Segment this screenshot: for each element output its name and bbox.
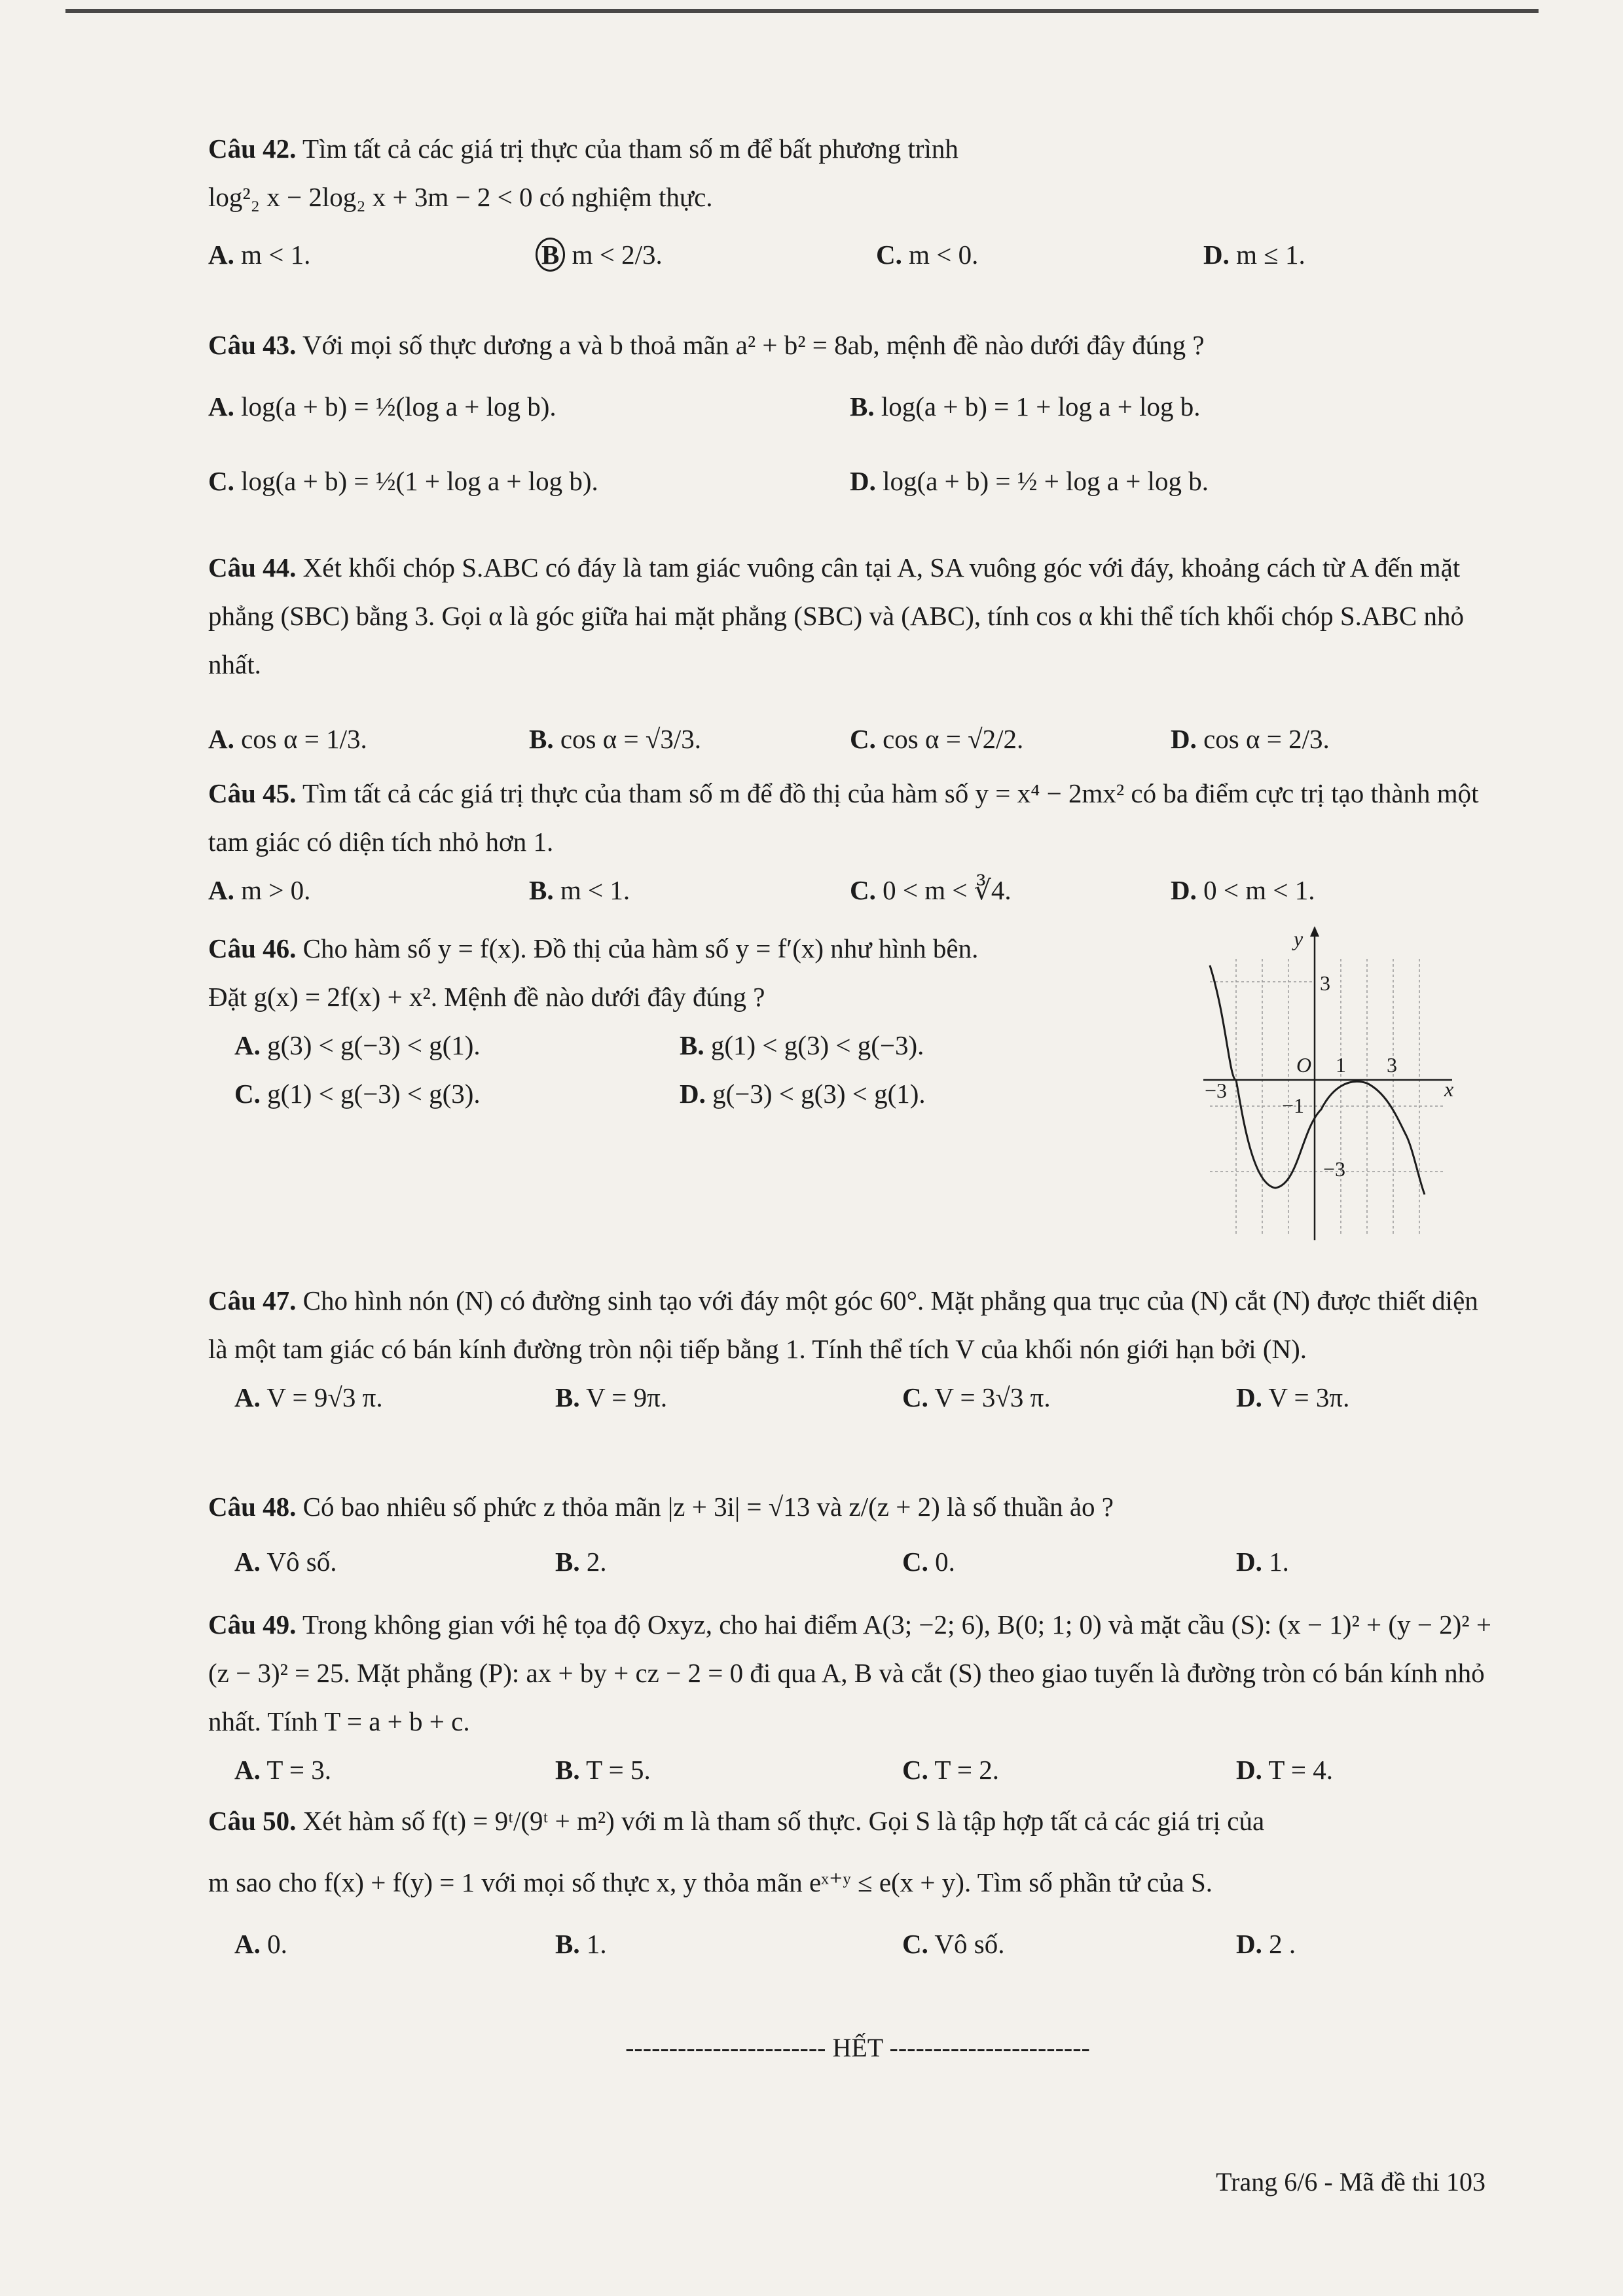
- option-a: A. log(a + b) = ½(log a + log b).: [208, 391, 556, 422]
- option-b: B. g(1) < g(3) < g(−3).: [680, 1030, 924, 1060]
- option-a: A. 0.: [234, 1929, 287, 1959]
- question-42: Câu 42. Tìm tất cả các giá trị thực của tham số m để bất phương trình log²₂ x − 2log₂ x + 3m − 2 < 0 có nghiệm thực. A. m < 1. B m < 2/3. C. m < 0. D. m ≤ 1.: [208, 124, 1491, 279]
- origin-label: O: [1296, 1053, 1312, 1077]
- tick-y-neg1: −1: [1282, 1094, 1305, 1117]
- tick-y-3: 3: [1320, 971, 1330, 995]
- option-a: A. m > 0.: [208, 875, 311, 905]
- option-d: D. 2 .: [1236, 1929, 1296, 1959]
- question-48: Câu 48. Có bao nhiêu số phức z thỏa mãn |z + 3i| = √13 và z/(z + 2) là số thuần ảo ? A. Vô số. B. 2. C. 0. D. 1.: [208, 1482, 1491, 1586]
- option-b: B. T = 5.: [555, 1755, 651, 1785]
- question-label: Câu 42.: [208, 134, 297, 164]
- option-b: B. m < 1.: [529, 875, 630, 905]
- option-a: A. cos α = 1/3.: [208, 724, 367, 754]
- question-44: Câu 44. Xét khối chóp S.ABC có đáy là tam giác vuông cân tại A, SA vuông góc với đáy, khoảng cách từ A đến mặt phẳng (SBC) bằng 3. Gọi α là góc giữa hai mặt phẳng (SBC) và (ABC), tính cos α khi thể tích khối chóp S.ABC nhỏ nhất. A. cos α = 1/3. B. cos α = √3/3. C. cos α = √2/2. D. cos α = 2/3.: [208, 543, 1491, 763]
- tick-y-neg3: −3: [1323, 1157, 1346, 1181]
- option-b: B. V = 9π.: [555, 1382, 668, 1412]
- option-c: C. T = 2.: [902, 1755, 1000, 1785]
- question-47: Câu 47. Cho hình nón (N) có đường sinh tạo với đáy một góc 60°. Mặt phẳng qua trục của (N) cắt (N) được thiết diện là một tam giác có bán kính đường tròn nội tiếp bằng 1. Tính thể tích V của khối nón giới hạn bởi (N). A. V = 9√3 π. B. V = 9π. C. V = 3√3 π. D. V = 3π.: [208, 1276, 1491, 1422]
- option-a: A. Vô số.: [234, 1547, 337, 1577]
- option-c: C. 0 < m < ∛4.: [850, 875, 1012, 905]
- option-a: A. g(3) < g(−3) < g(1).: [234, 1030, 481, 1060]
- option-a: A. m < 1.: [208, 240, 311, 270]
- y-label: y: [1294, 927, 1304, 950]
- option-c: C. g(1) < g(−3) < g(3).: [234, 1079, 481, 1109]
- option-b: B. 1.: [555, 1929, 607, 1959]
- option-d: D. g(−3) < g(3) < g(1).: [680, 1079, 926, 1109]
- end-marker: ----------------------- HẾT -----------------------: [625, 2033, 1090, 2062]
- option-b: B. log(a + b) = 1 + log a + log b.: [850, 391, 1201, 422]
- option-b: B m < 2/3.: [536, 230, 876, 279]
- option-c: C. cos α = √2/2.: [850, 724, 1024, 754]
- option-d: D. cos α = 2/3.: [1171, 724, 1330, 754]
- option-a: A. T = 3.: [234, 1755, 332, 1785]
- option-c: C. Vô số.: [902, 1929, 1005, 1959]
- x-label: x: [1444, 1077, 1454, 1101]
- question-49: Câu 49. Trong không gian với hệ tọa độ Oxyz, cho hai điểm A(3; −2; 6), B(0; 1; 0) và mặt cầu (S): (x − 1)² + (y − 2)² + (z − 3)² = 25. Mặt phẳng (P): ax + by + cz − 2 = 0 đi qua A, B và cắt (S) theo giao tuyến là đường tròn có bán kính nhỏ nhất. Tính T = a + b + c. A. T = 3. B. T = 5. C. T = 2. D. T = 4.: [208, 1600, 1491, 1794]
- option-a: A. V = 9√3 π.: [234, 1382, 383, 1412]
- option-c: C. 0.: [902, 1547, 955, 1577]
- option-d: D. 1.: [1236, 1547, 1289, 1577]
- question-46: Câu 46. Cho hàm số y = f(x). Đồ thị của hàm số y = f′(x) như hình bên. Đặt g(x) = 2f(x) + x². Mệnh đề nào dưới đây đúng ? A. g(3) < g(−3) < g(1). B. g(1) < g(3) < g(−3). C. g(1) < g(−3) < g(3). D. g(−3) < g(3) < g(1).: [208, 924, 1177, 1118]
- tick-x-neg3: −3: [1205, 1079, 1228, 1102]
- option-d: D. m ≤ 1.: [1203, 240, 1305, 270]
- tick-x-3: 3: [1387, 1053, 1397, 1077]
- option-d: D. V = 3π.: [1236, 1382, 1350, 1412]
- option-c: C. log(a + b) = ½(1 + log a + log b).: [208, 466, 598, 496]
- option-d: D. T = 4.: [1236, 1755, 1334, 1785]
- question-50: Câu 50. Xét hàm số f(t) = 9ᵗ/(9ᵗ + m²) với m là tham số thực. Gọi S là tập hợp tất cả các giá trị của m sao cho f(x) + f(y) = 1 với mọi số thực x, y thỏa mãn eˣ⁺ʸ ≤ e(x + y). Tìm số phần tử của S. A. 0. B. 1. C. Vô số. D. 2 .: [208, 1797, 1491, 1968]
- option-b: B. 2.: [555, 1547, 607, 1577]
- derivative-graph: [1190, 920, 1491, 1247]
- option-c: C. V = 3√3 π.: [902, 1382, 1051, 1412]
- arrow-y-icon: [1310, 926, 1319, 937]
- option-d: D. 0 < m < 1.: [1171, 875, 1315, 905]
- question-43: Câu 43. Với mọi số thực dương a và b thoả mãn a² + b² = 8ab, mệnh đề nào dưới đây đúng ? A. log(a + b) = ½(log a + log b). B. log(a + b) = 1 + log a + log b. C. log(a + b) = ½(1 + log a + log b). D. log(a + b) = ½ + log a + log b.: [208, 321, 1491, 505]
- page-footer: Trang 6/6 - Mã đề thi 103: [1216, 2167, 1486, 2197]
- option-d: D. log(a + b) = ½ + log a + log b.: [850, 466, 1209, 496]
- option-b: B. cos α = √3/3.: [529, 724, 702, 754]
- top-border: [65, 9, 1539, 13]
- option-c: C. m < 0.: [876, 240, 979, 270]
- tick-x-1: 1: [1336, 1053, 1346, 1077]
- question-45: Câu 45. Tìm tất cả các giá trị thực của tham số m để đồ thị của hàm số y = x⁴ − 2mx² có ba điểm cực trị tạo thành một tam giác có diện tích nhỏ hơn 1. A. m > 0. B. m < 1. C. 0 < m < ∛4. D. 0 < m < 1.: [208, 769, 1491, 914]
